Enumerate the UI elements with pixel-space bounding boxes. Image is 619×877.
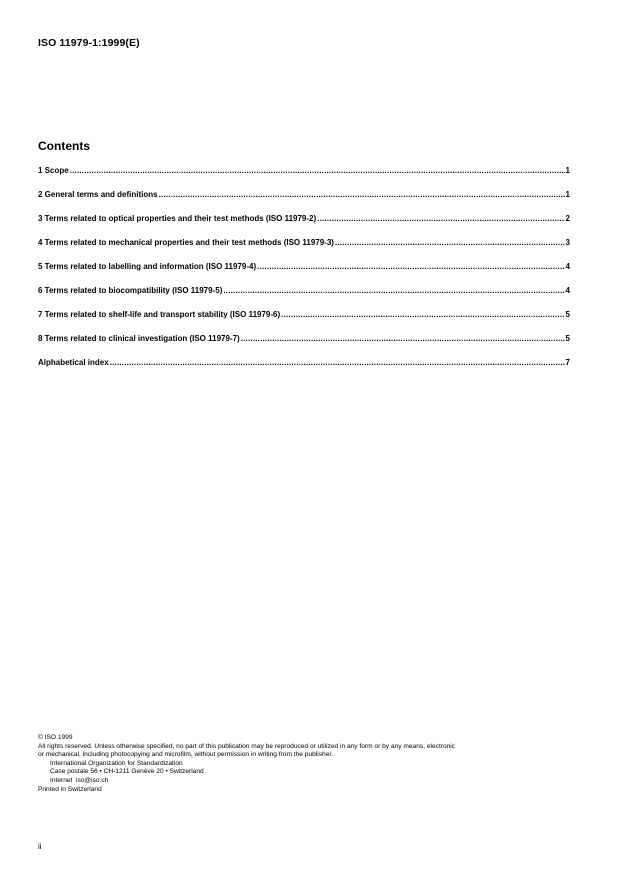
toc-leader-dots bbox=[257, 262, 564, 271]
toc-entry-shelf-life[interactable] bbox=[38, 310, 570, 334]
rights-statement-line-1: All rights reserved. Unless otherwise specified, no part of this publication may be reproduced or utilized in any form or by any means, electronic bbox=[38, 742, 456, 750]
rights-statement-line-2: or mechanical, including photocopying and microfilm, without permission in writing from the publisher. bbox=[38, 751, 334, 759]
toc-entry-biocompatibility[interactable] bbox=[38, 286, 570, 310]
toc-leader-dots bbox=[223, 286, 564, 295]
toc-leader-dots bbox=[241, 334, 565, 343]
internet-contact bbox=[38, 777, 578, 786]
copyright-block bbox=[38, 734, 578, 794]
toc-entry-page: 7 bbox=[565, 358, 570, 367]
table-of-contents bbox=[38, 166, 570, 382]
toc-entry-label: 4 Terms related to mechanical properties and their test methods (ISO 11979-3) bbox=[38, 238, 334, 247]
toc-entry-mechanical[interactable] bbox=[38, 238, 570, 262]
toc-leader-dots bbox=[317, 214, 564, 223]
toc-entry-page: 5 bbox=[565, 310, 570, 319]
toc-leader-dots bbox=[335, 238, 565, 247]
toc-entry-alphabetical-index[interactable] bbox=[38, 358, 570, 382]
toc-entry-labelling[interactable] bbox=[38, 262, 570, 286]
toc-entry-page: 4 bbox=[565, 262, 570, 271]
toc-leader-dots bbox=[159, 190, 565, 199]
page-number: ii bbox=[38, 842, 42, 851]
toc-entry-clinical[interactable] bbox=[38, 334, 570, 358]
toc-leader-dots bbox=[70, 166, 565, 175]
internet-label: Internet bbox=[50, 776, 73, 784]
toc-entry-label: Alphabetical index bbox=[38, 358, 109, 367]
toc-entry-page: 1 bbox=[565, 190, 570, 199]
toc-entry-page: 4 bbox=[565, 286, 570, 295]
contents-heading: Contents bbox=[38, 139, 90, 153]
copyright-notice: © ISO 1999 bbox=[38, 734, 73, 741]
internet-email[interactable]: iso@iso.ch bbox=[76, 776, 109, 784]
toc-entry-general-terms[interactable] bbox=[38, 190, 570, 214]
toc-entry-label: 1 Scope bbox=[38, 166, 69, 175]
toc-entry-label: 6 Terms related to biocompatibility (ISO 11979-5) bbox=[38, 286, 223, 295]
toc-leader-dots bbox=[110, 358, 565, 367]
toc-entry-optical[interactable] bbox=[38, 214, 570, 238]
toc-entry-page: 3 bbox=[565, 238, 570, 247]
toc-entry-page: 5 bbox=[565, 334, 570, 343]
toc-entry-scope[interactable] bbox=[38, 166, 570, 190]
toc-entry-label: 2 General terms and definitions bbox=[38, 190, 158, 199]
toc-entry-label: 3 Terms related to optical properties and their test methods (ISO 11979-2) bbox=[38, 214, 317, 223]
toc-entry-label: 7 Terms related to shelf-life and transport stability (ISO 11979-6) bbox=[38, 310, 281, 319]
organization-name: International Organization for Standardization bbox=[50, 759, 183, 767]
toc-entry-page: 1 bbox=[565, 166, 570, 175]
toc-entry-label: 8 Terms related to clinical investigation (ISO 11979-7) bbox=[38, 334, 240, 343]
toc-entry-page: 2 bbox=[565, 214, 570, 223]
document-identifier: ISO 11979-1:1999(E) bbox=[38, 37, 140, 49]
toc-entry-label: 5 Terms related to labelling and information (ISO 11979-4) bbox=[38, 262, 257, 271]
toc-leader-dots bbox=[281, 310, 564, 319]
printed-in: Printed in Switzerland bbox=[38, 785, 102, 793]
organization-address: Case postale 56 • CH-1211 Genève 20 • Switzerland bbox=[50, 768, 204, 776]
